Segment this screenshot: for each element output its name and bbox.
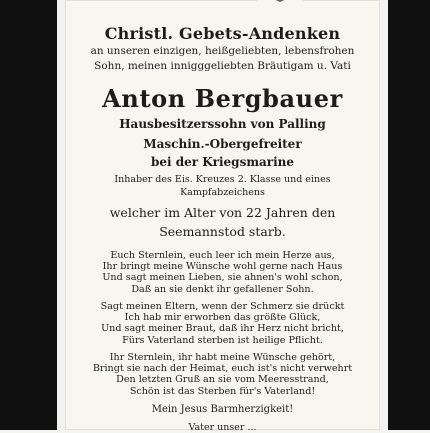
poem-line: Ihr bringt meine Wünsche wohl gerne nach Haus <box>102 261 343 273</box>
poem-line: Euch Sternlein, euch leer ich mein Herze aus, <box>110 250 335 261</box>
poem-stanza-3 <box>65 352 380 397</box>
poem-stanza-2 <box>65 301 380 346</box>
poem-line: Ich hab mir erworben das größte Glück, <box>124 312 321 324</box>
cut-off-text: Vater unser ... <box>188 422 257 433</box>
honors-line-1: Inhaber des Eis. Kreuzes 2. Klasse und eines <box>114 174 331 185</box>
poem-line: Daß an sie denkt ihr gefallener Sohn. <box>131 283 314 295</box>
origin-line: Hausbesitzerssohn von Palling <box>119 117 326 131</box>
card-title: Christl. Gebets-Andenken <box>104 24 341 43</box>
poem-line: Und sagt meiner Braut, daß ihr Herz nicht bricht, <box>101 323 344 335</box>
poem-line: Schön ist das Sterben für's Vaterland! <box>129 385 316 397</box>
dedication-line-2: Sohn, meinen innigggeliebten Bräutigam u. Vati <box>94 60 351 72</box>
poem-line: Sagt meinen Eltern, wenn der Schmerz sie drückt <box>100 301 345 312</box>
prayer-card <box>65 0 380 433</box>
death-line-1: welcher im Alter von 22 Jahren den <box>109 205 336 220</box>
iron-cross-icon <box>257 0 303 12</box>
dedication-line-1: an unseren einzigen, heißgeliebten, lebensfrohen <box>90 45 355 57</box>
closing-prayer: Mein Jesus Barmherzigkeit! <box>151 404 294 415</box>
poem-line: Ihr Sternlein, ihr habt meine Wünsche gehört, <box>109 352 336 363</box>
poem-line: Fürs Vaterland sterben ist heilige Pflicht. <box>122 334 323 346</box>
poem-line: Bringt sie nach der Heimat, euch ist's nicht verwehrt <box>92 363 353 375</box>
service-line: bei der Kriegsmarine <box>150 155 295 169</box>
poem-line: Und sagt meinen Lieben, sie ahnen's wohl schon, <box>102 272 343 284</box>
mourning-border-right <box>388 0 430 430</box>
deceased-name: Anton Bergbauer <box>102 84 343 113</box>
poem-stanza-1 <box>65 250 380 295</box>
mourning-border-left <box>0 0 57 430</box>
rank-line: Maschin.-Obergefreiter <box>143 137 302 151</box>
poem-line: Den letzten Gruß an sie vom Meeresstrand, <box>116 374 329 386</box>
death-line-2: Seemannstod starb. <box>159 224 286 239</box>
honors-line-2: Kampfabzeichens <box>180 187 265 198</box>
